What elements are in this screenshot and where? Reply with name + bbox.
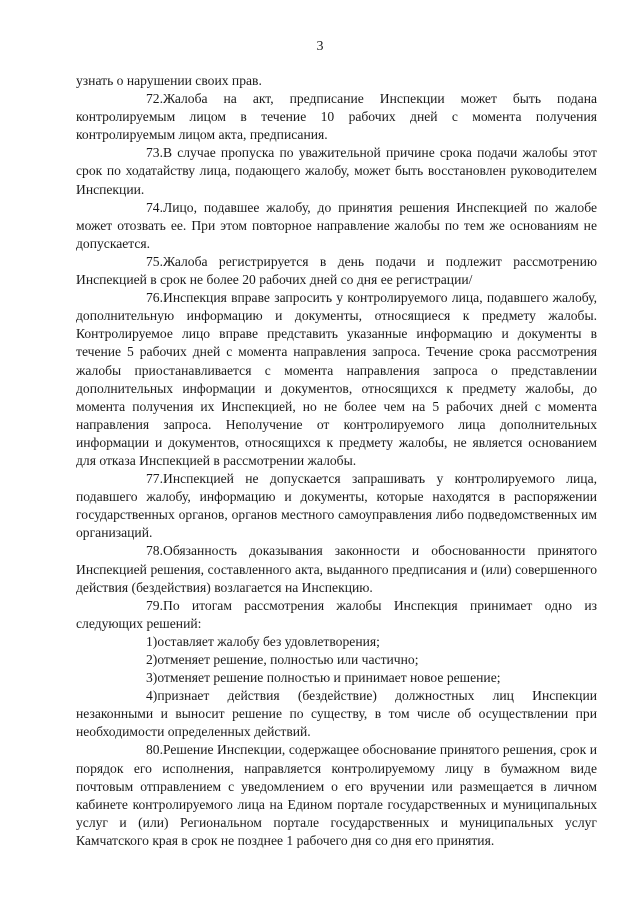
paragraph [76,470,597,542]
paragraph-text: Лицо, подавшее жалобу, до принятия решения Инспекцией по жалобе может отозвать ее. При этом повторное направление жалобы по тем же основаниям не допускается. [76,199,597,251]
paragraph-number: 79. [146,597,163,613]
paragraph-number: 78. [146,543,163,559]
document-body [76,72,597,850]
paragraph-text: отменяет решение полностью и принимает новое решение; [157,670,501,686]
paragraph-text: узнать о нарушении своих прав. [76,73,262,88]
paragraph-number: 72. [146,91,163,107]
paragraph-number: 74. [146,199,163,215]
paragraph-text: В случае пропуска по уважительной причине срока подачи жалобы этот срок по ходатайству лица, подающего жалобу, может быть восстановлен руководителем Инспекции. [76,145,597,197]
paragraph-text: По итогам рассмотрения жалобы Инспекция принимает одно из следующих решений: [76,597,597,631]
paragraph-number: 3) [146,670,158,686]
paragraph-number: 4) [146,688,158,704]
paragraph-text: Решение Инспекции, содержащее обоснование принятого решения, срок и порядок его исполнения, направляется контролируемому лицу в бумажном виде почтовым отправлением с уведомлением о его вручении или размещается в личном кабинете контролируемого лица на Едином портале государственных и муниципальных услуг и (или) Региональном портале государственных и муниципальных услуг Камчатского края в срок не позднее 1 рабочего дня со дня его принятия. [76,742,597,848]
paragraph-text: Обязанность доказывания законности и обоснованности принятого Инспекцией решения, составленного акта, выданного предписания и (или) совершенного действия (бездействия) возлагается на Инспекцию. [76,543,597,595]
paragraph-number: 77. [146,471,163,487]
paragraph-text: Жалоба регистрируется в день подачи и подлежит рассмотрению Инспекцией в срок не более 20 рабочих дней со дня ее регистрации/ [76,253,597,288]
paragraph [76,144,597,198]
paragraph [76,741,597,850]
paragraph-number: 2) [146,652,158,667]
paragraph [76,687,597,741]
paragraph-text: Инспекцией не допускается запрашивать у контролируемого лица, подавшего жалобу, информацию и документы, которые находятся в распоряжении государственных органов, органов местного самоуправления либо подведомственных им организаций. [76,471,597,541]
paragraph [76,542,597,596]
paragraph [76,597,597,633]
paragraph [76,253,597,289]
paragraph-number: 73. [146,145,163,161]
paragraph-text: признает действия (бездействие) должностных лиц Инспекции незаконными и выносит решение по существу, в том числе об осуществлении при необходимости определенных действий. [76,688,597,740]
paragraph [76,199,597,253]
paragraph-text: оставляет жалобу без удовлетворения; [157,633,380,649]
paragraph [76,72,597,90]
paragraph-number: 80. [146,742,163,758]
paragraph-number: 76. [146,290,163,306]
paragraph [76,633,597,651]
paragraph [76,669,597,687]
paragraph-text: Инспекция вправе запросить у контролируемого лица, подавшего жалобу, дополнительную информацию и документы, относящиеся к предмету жалобы. Контролируемое лицо вправе представить указанные информацию и документы в течение 5 рабочих дней с момента направления запроса. Течение срока рассмотрения жалобы приостанавливается с момента направления запроса о представлении дополнительных информации и документов, относящихся к предмету жалобы, до момента получения их Инспекцией, но не более чем на 5 рабочих дней с момента направления запроса. Неполучение от контролируемого лица дополнительных информации и документов, относящихся к предмету жалобы, не является основанием для отказа Инспекцией в рассмотрении жалобы. [76,290,597,468]
paragraph-text: отменяет решение, полностью или частично; [157,652,419,667]
paragraph [76,289,597,470]
paragraph-text: Жалоба на акт, предписание Инспекции может быть подана контролируемым лицом в течение 10 рабочих дней с момента получения контролируемым лицом акта, предписания. [76,91,597,143]
paragraph [76,651,597,669]
paragraph-number: 75. [146,253,163,269]
paragraph-number: 1) [146,633,158,649]
paragraph [76,90,597,144]
page-number: 3 [316,39,324,54]
